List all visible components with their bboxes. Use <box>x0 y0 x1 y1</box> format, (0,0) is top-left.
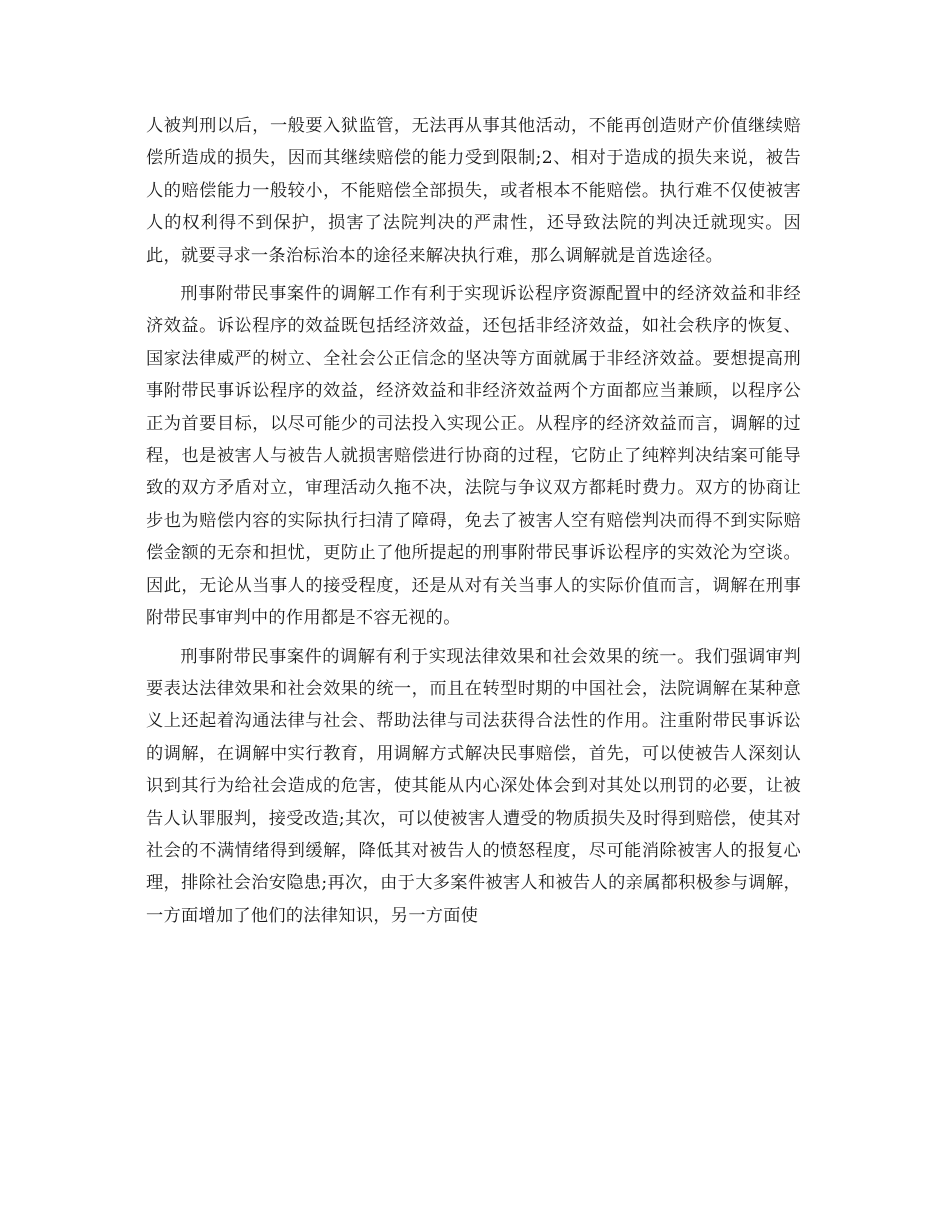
paragraph-economic-efficiency: 刑事附带民事案件的调解工作有利于实现诉讼程序资源配置中的经济效益和非经济效益。诉讼程序的效益既包括经济效益，还包括非经济效益，如社会秩序的恢复、国家法律威严的树立、全社会公正信念的坚决等方面就属于非经济效益。要想提高刑事附带民事诉讼程序的效益，经济效益和非经济效益两个方面都应当兼顾，以程序公正为首要目标，以尽可能少的司法投入实现公正。从程序的经济效益而言，调解的过程，也是被害人与被告人就损害赔偿进行协商的过程，它防止了纯粹判决结案可能导致的双方矛盾对立，审理活动久拖不决，法院与争议双方都耗时费力。双方的协商让步也为赔偿内容的实际执行扫清了障碍，免去了被害人空有赔偿判决而得不到实际赔偿金额的无奈和担忧，更防止了他所提起的刑事附带民事诉讼程序的实效沦为空谈。因此，无论从当事人的接受程度，还是从对有关当事人的实际价值而言，调解在刑事附带民事审判中的作用都是不容无视的。 <box>146 284 801 629</box>
document-body <box>146 110 801 938</box>
paragraph-continuation: 人被判刑以后，一般要入狱监管，无法再从事其他活动，不能再创造财产价值继续赔偿所造成的损失，因而其继续赔偿的能力受到限制;2、相对于造成的损失来说，被告人的赔偿能力一般较小，不能赔偿全部损失，或者根本不能赔偿。执行难不仅使被害人的权利得不到保护，损害了法院判决的严肃性，还导致法院的判决迁就现实。因此，就要寻求一条治标治本的途径来解决执行难，那么调解就是首选途径。 <box>146 116 801 266</box>
paragraph-legal-social-effect: 刑事附带民事案件的调解有利于实现法律效果和社会效果的统一。我们强调审判要表达法律效果和社会效果的统一，而且在转型时期的中国社会，法院调解在某种意义上还起着沟通法律与社会、帮助法律与司法获得合法性的作用。注重附带民事诉讼的调解，在调解中实行教育，用调解方式解决民事赔偿，首先，可以使被告人深刻认识到其行为给社会造成的危害，使其能从内心深处体会到对其处以刑罚的必要，让被告人认罪服判，接受改造;其次，可以使被害人遭受的物质损失及时得到赔偿，使其对社会的不满情绪得到缓解，降低其对被告人的愤怒程度，尽可能消除被害人的报复心理，排除社会治安隐患;再次，由于大多案件被害人和被告人的亲属都积极参与调解，一方面增加了他们的法律知识，另一方面使 <box>146 646 801 926</box>
